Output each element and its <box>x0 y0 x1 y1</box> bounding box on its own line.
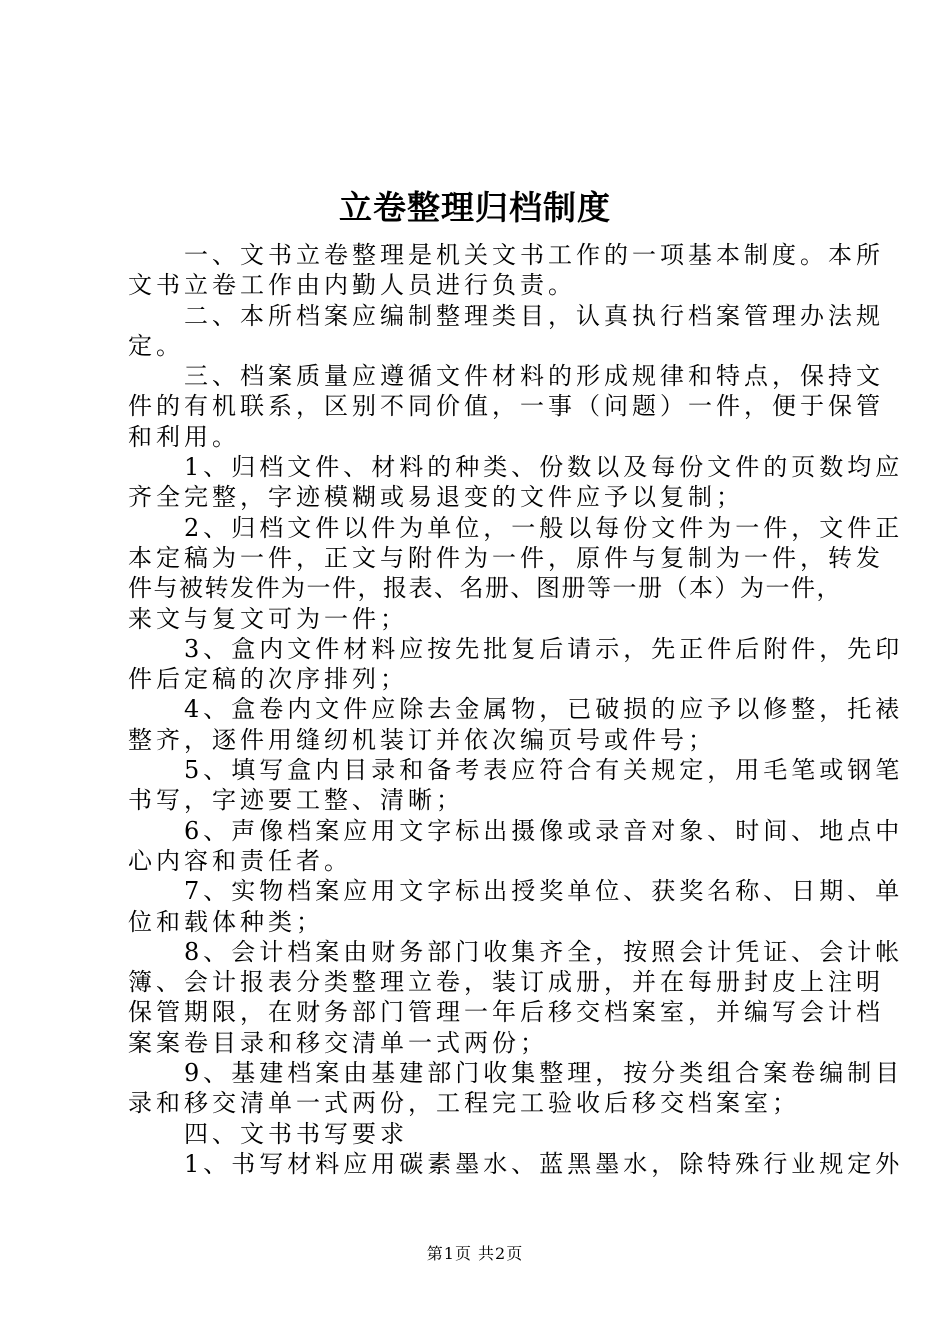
text-line: 和利用。 <box>128 422 240 451</box>
text-line: 件的有机联系，区别不同价值，一事（问题）一件，便于保管 <box>128 392 884 421</box>
text-line: 心内容和责任者。 <box>128 846 352 875</box>
text-line: 案案卷目录和移交清单一式两份； <box>128 1028 548 1057</box>
text-line: 三、档案质量应遵循文件材料的形成规律和特点，保持文 <box>128 362 884 391</box>
text-line: 四、文书书写要求 <box>128 1119 408 1148</box>
document-body <box>128 240 904 1179</box>
text-line: 定。 <box>128 331 184 360</box>
text-line: 位和载体种类； <box>128 907 324 936</box>
text-line: 5、填写盒内目录和备考表应符合有关规定，用毛笔或钢笔 <box>128 756 904 785</box>
text-line: 1、书写材料应用碳素墨水、蓝黑墨水，除特殊行业规定外 <box>128 1149 904 1178</box>
text-line: 7、实物档案应用文字标出授奖单位、获奖名称、日期、单 <box>128 877 904 906</box>
page-number-footer: 第1页 共2页 <box>426 1244 524 1263</box>
text-line: 件后定稿的次序排列； <box>128 665 408 694</box>
text-line: 簿、会计报表分类整理立卷，装订成册，并在每册封皮上注明 <box>128 968 884 997</box>
text-line: 保管期限，在财务部门管理一年后移交档案室，并编写会计档 <box>128 998 884 1027</box>
text-line: 1、归档文件、材料的种类、份数以及每份文件的页数均应 <box>128 453 904 482</box>
text-line: 9、基建档案由基建部门收集整理，按分类组合案卷编制目 <box>128 1059 904 1088</box>
text-line: 3、盒内文件材料应按先批复后请示，先正件后附件，先印 <box>128 634 904 663</box>
text-line: 齐全完整，字迹模糊或易退变的文件应予以复制； <box>128 483 744 512</box>
text-line: 件与被转发件为一件，报表、名册、图册等一册（本）为一件， <box>128 574 842 603</box>
text-line: 二、本所档案应编制整理类目，认真执行档案管理办法规 <box>128 301 884 330</box>
text-line: 文书立卷工作由内勤人员进行负责。 <box>128 271 576 300</box>
document-title: 立卷整理归档制度 <box>339 188 611 227</box>
text-line: 书写，字迹要工整、清晰； <box>128 786 464 815</box>
text-line: 一、文书立卷整理是机关文书工作的一项基本制度。本所 <box>128 241 884 269</box>
text-line: 录和移交清单一式两份，工程完工验收后移交档案室； <box>128 1089 800 1118</box>
text-line: 本定稿为一件，正文与附件为一件，原件与复制为一件，转发 <box>128 543 884 572</box>
text-line: 来文与复文可为一件； <box>128 604 408 633</box>
text-line: 8、会计档案由财务部门收集齐全，按照会计凭证、会计帐 <box>128 937 904 966</box>
text-line: 4、盒卷内文件应除去金属物，已破损的应予以修整，托裱 <box>128 695 904 724</box>
text-line: 2、归档文件以件为单位，一般以每份文件为一件，文件正 <box>128 513 904 542</box>
text-line: 整齐，逐件用缝纫机装订并依次编页号或件号； <box>128 725 716 754</box>
text-line: 6、声像档案应用文字标出摄像或录音对象、时间、地点中 <box>128 816 904 845</box>
